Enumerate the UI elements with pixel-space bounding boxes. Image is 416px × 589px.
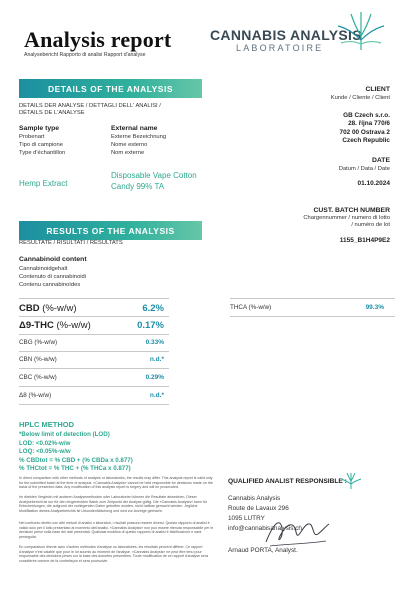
hplc-lod: LOD: <0.02%-w/w — [19, 439, 71, 447]
content-trans-fr: Contenu cannabinoïdes — [19, 282, 81, 288]
thc-value: 0.17% — [137, 320, 164, 331]
brand-name: CANNABIS ANALYSIS — [210, 27, 362, 43]
sample-type-label: Sample type — [19, 125, 60, 132]
hplc-cbd-total: % CBDtot = % CBD + (% CBDa x 0.877) — [19, 456, 133, 464]
cbd-label: CBD (%-w/w) — [19, 303, 77, 314]
report-title: Analysis report — [24, 27, 172, 52]
content-trans-it: Contenuto di cannabinoidi — [19, 274, 87, 280]
content-trans-de: Cannabinoidgehalt — [19, 266, 68, 272]
leaf-icon — [340, 472, 362, 490]
sample-type-value: Hemp Extract — [19, 179, 68, 188]
divider — [19, 334, 169, 335]
qa-email[interactable]: info@cannabisanalysis.ch — [228, 525, 302, 532]
hplc-notes — [19, 431, 133, 474]
hplc-lod-note: *Below limit of detection (LOD) — [19, 431, 110, 438]
cbg-label: CBG (%-w/w) — [19, 339, 58, 346]
divider — [19, 404, 169, 405]
batch-label: CUST. BATCH NUMBER — [313, 207, 390, 214]
analyst-name: Arnaud PORTA, Analyst. — [228, 547, 298, 554]
external-name-value-line-2: Candy 99% TA — [111, 181, 165, 191]
external-name-value-line-1: Disposable Vape Cotton — [111, 171, 197, 180]
external-name-value — [111, 171, 197, 192]
divider — [230, 298, 395, 299]
details-translation-2: DÉTAILS DE L'ANALYSE — [19, 110, 85, 116]
thca-value: 99.3% — [365, 304, 384, 311]
divider — [19, 368, 169, 369]
client-label: CLIENT — [365, 86, 390, 93]
disclaimer-de: Im direkten Vergleich mit anderen Analysemethoden oder Laboratorien können die Resultate abweichen. Dieser Analysebericht ist nur für den eingereichten Batch zum Zeitpunkt der Analyse gültig. Die «Cannabis Analysis» kann für Entscheidungen, die aufgrund der vorliegenden Daten getroffen wurden, nicht haftbar gemacht werden. Jegliche Modifikation dieses Analyseberichts ist Urkundenfälschung und wird zur Anzeige gebracht. — [19, 495, 207, 513]
divider — [19, 386, 169, 387]
thca-label: THCA (%-w/w) — [230, 304, 272, 311]
cbn-value: n.d.* — [149, 356, 164, 363]
results-translation: RESULTATE / RISULTATI / RÉSULTATS — [19, 240, 123, 246]
batch-trans-2: / numéro de lot — [351, 222, 390, 228]
date-value: 01.10.2024 — [357, 180, 390, 187]
brand-subname: LABORATOIRE — [236, 43, 324, 53]
results-banner: RESULTS OF THE ANALYSIS — [19, 221, 202, 240]
date-trans: Datum / Data / Date — [338, 166, 390, 172]
client-trans: Kunde / Cliente / Client — [330, 95, 390, 101]
qa-company: Cannabis Analysis — [228, 495, 281, 502]
disclaimer-it: Nel confronto diretto con altri metodi di analisi o laboratori, i risultati possono essere diversi. Questo rapporto di analisi è valido solo per il lotto presentato al momento dell'analisi. «Cannabis Analysis» non può essere ritenuta responsabile per le decisioni prese sulla base dei dati presentati. Qualsiasi modifica di questo rapporto di analisi è falsificazione e sarà perseguita. — [19, 521, 214, 539]
client-country: Czech Republic — [342, 137, 390, 145]
hplc-title: HPLC METHOD — [19, 420, 74, 429]
external-name-label: External name — [111, 125, 158, 132]
sample-type-trans-de: Probenart — [19, 134, 45, 140]
client-street: 28. října 770/6 — [348, 120, 390, 128]
external-name-trans-fr: Nom externe — [111, 150, 145, 156]
handwritten-signature — [262, 514, 332, 550]
d8-value: n.d.* — [149, 392, 164, 399]
details-banner: DETAILS OF THE ANALYSIS — [19, 79, 202, 98]
divider — [19, 298, 169, 299]
disclaimer-en: In direct comparison with other methods of analysis or laboratories, the results may differ. This analysis report is valid only for the submitted batch at the time of analysis. «Cannabis Analysis» cannot be held responsible for decisions made on the basis of the presented data. Any modification of this analysis report is forgery and will be prosecuted. — [19, 476, 213, 490]
cbc-label: CBC (%-w/w) — [19, 374, 57, 381]
divider — [19, 351, 169, 352]
divider — [19, 316, 169, 317]
date-label: DATE — [372, 157, 390, 164]
batch-trans-1: Chargennummer / numero di lotto — [303, 215, 390, 221]
report-subtitle: Analysebericht Rapporto di analisi Rapport d'analyse — [24, 52, 146, 58]
cbn-label: CBN (%-w/w) — [19, 356, 57, 363]
details-translation-1: DETAILS DER ANALYSE / DETTAGLI DELL' ANALISI / — [19, 103, 161, 109]
cbc-value: 0.29% — [145, 374, 164, 381]
hplc-loq: LOQ: <0.05%-w/w — [19, 448, 71, 456]
sample-type-trans-fr: Type d'échantillon — [19, 150, 66, 156]
thc-label: Δ9-THC (%-w/w) — [19, 320, 91, 331]
d8-label: Δ8 (%-w/w) — [19, 392, 52, 399]
sample-type-trans-it: Tipo di campione — [19, 142, 63, 148]
client-city: 702 00 Ostrava 2 — [339, 128, 390, 136]
cannabis-leaf-logo — [336, 10, 386, 54]
qa-city: 1095 LUTRY — [228, 515, 265, 522]
client-address — [340, 112, 390, 146]
cbg-value: 0.33% — [145, 339, 164, 346]
disclaimer-fr: En comparaison directe avec d'autres méthodes d'analyse ou laboratoires, les résultats peuvent différer. Ce rapport d'analyse n'est valable que pour le lot soumis au moment de l'analyse. «Cannabis Analysis» ne peut être tenu pour responsable des décisions prises sur la base des données présentées. Toute modification de ce rapport d'analyse sera considérée comme de la contrefaçon et sera poursuivie. — [19, 545, 209, 563]
qa-street: Route de Lavaux 296 — [228, 505, 289, 512]
client-name: GB Czech s.r.o. — [343, 112, 390, 119]
external-name-trans-it: Nome esterno — [111, 142, 148, 148]
cannabinoid-content-label: Cannabinoid content — [19, 256, 87, 263]
divider — [230, 316, 395, 317]
qa-title: QUALIFIED ANALIST RESPONSIBLE : — [228, 478, 347, 485]
external-name-trans-de: Externe Bezeichnung — [111, 134, 167, 140]
batch-value: 1155_B1H4P9E2 — [339, 237, 390, 244]
hplc-thc-total: % THCtot = % THC + (% THCa x 0.877) — [19, 465, 131, 473]
cbd-value: 6.2% — [142, 303, 164, 314]
